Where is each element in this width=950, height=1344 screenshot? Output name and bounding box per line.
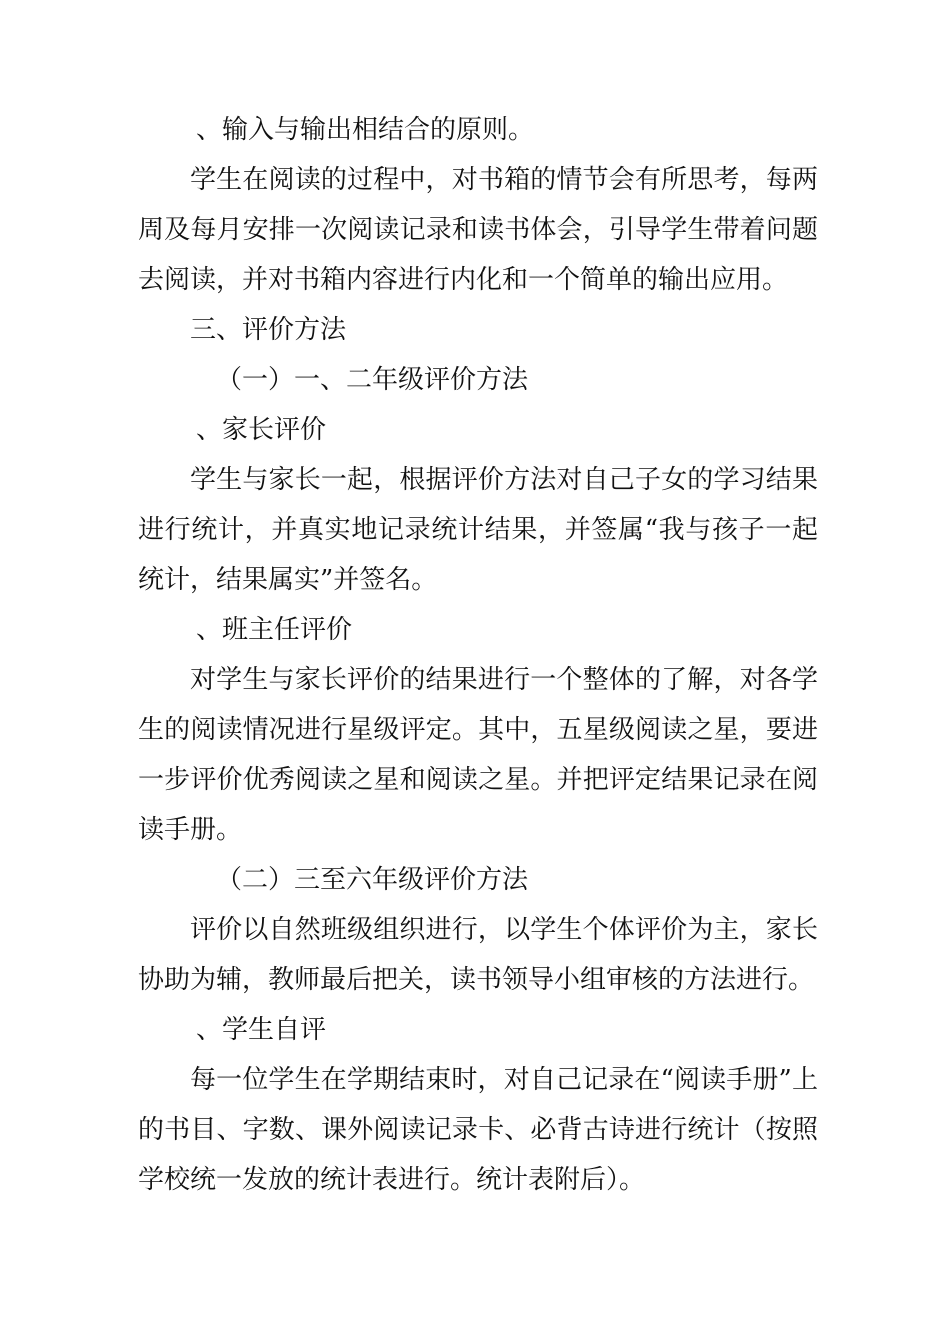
section-heading-evaluation: 三、评价方法 [190, 315, 347, 345]
item-heading-teacher-eval: 、班主任评价 [196, 615, 353, 645]
document-body [138, 105, 818, 1205]
grade-3-6-body: 评价以自然班级组织进行，以学生个体评价为主，家长协助为辅，教师最后把关，读书领导小组审核的方法进行。 [138, 915, 818, 995]
principle-body: 学生在阅读的过程中，对书箱的情节会有所思考，每两周及每月安排一次阅读记录和读书体会，引导学生带着问题去阅读，并对书箱内容进行内化和一个简单的输出应用。 [138, 165, 818, 295]
parent-eval-body: 学生与家长一起，根据评价方法对自己子女的学习结果进行统计，并真实地记录统计结果，并签属“我与孩子一起统计，结果属实”并签名。 [138, 465, 818, 595]
subsection-heading-grade-3-6: （二）三至六年级评价方法 [216, 865, 529, 895]
item-heading-parent-eval: 、家长评价 [196, 415, 327, 445]
self-eval-body: 每一位学生在学期结束时，对自己记录在“阅读手册”上的书目、字数、课外阅读记录卡、必背古诗进行统计（按照学校统一发放的统计表进行。统计表附后）。 [138, 1065, 818, 1195]
item-heading-self-eval: 、学生自评 [196, 1015, 327, 1045]
teacher-eval-body: 对学生与家长评价的结果进行一个整体的了解，对各学生的阅读情况进行星级评定。其中，五星级阅读之星，要进一步评价优秀阅读之星和阅读之星。并把评定结果记录在阅读手册。 [138, 665, 818, 845]
subsection-heading-grade-1-2: （一）一、二年级评价方法 [216, 365, 529, 395]
principle-heading: 、输入与输出相结合的原则。 [196, 115, 535, 145]
